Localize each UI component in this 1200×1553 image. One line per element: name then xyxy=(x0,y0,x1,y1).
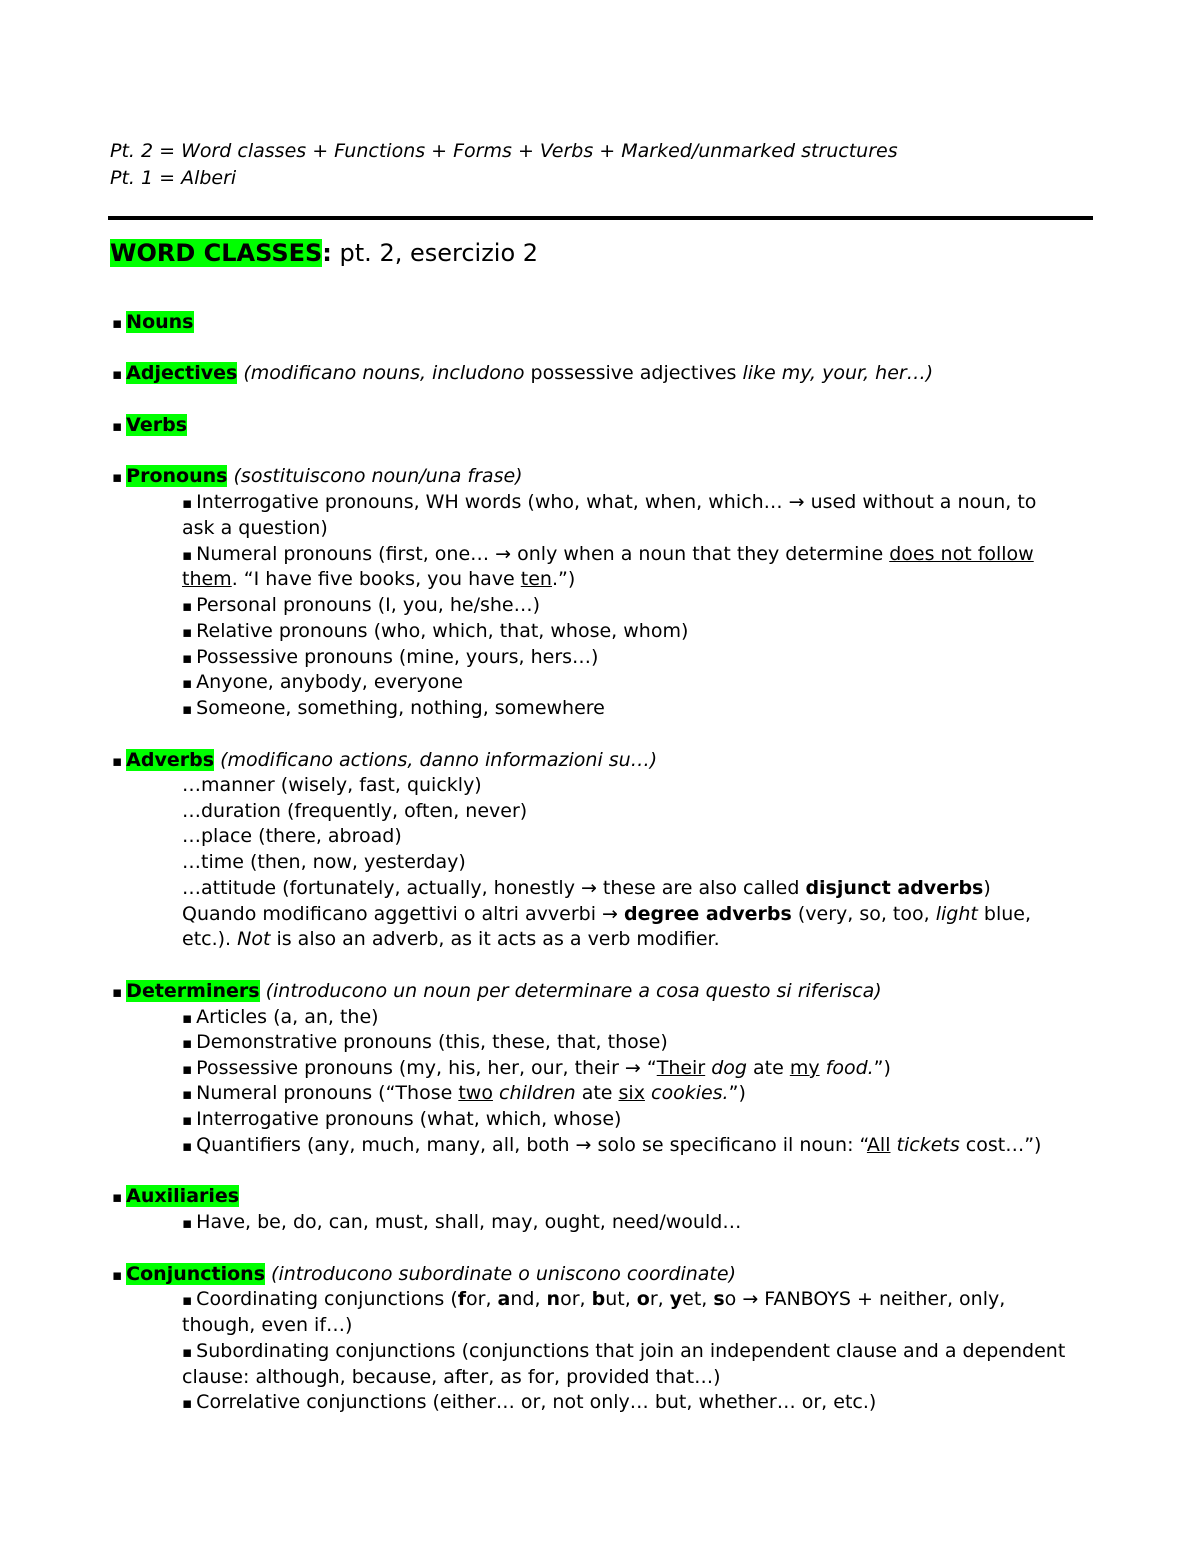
adverbs-label: Adverbs xyxy=(126,749,215,771)
numeral-underlined: does not follow xyxy=(889,543,1034,565)
bullet-icon: ▪ xyxy=(182,623,193,641)
heading-label: WORD CLASSES xyxy=(110,239,323,267)
horizontal-divider xyxy=(108,216,1093,220)
bullet-icon: ▪ xyxy=(182,700,193,718)
fanboys-o-rest: r, xyxy=(649,1288,670,1310)
fanboys-b-rest: ut, xyxy=(605,1288,637,1310)
poss-text: Possessive pronouns (my, his, her, our, their → “ xyxy=(196,1057,657,1079)
bullet-icon: ▪ xyxy=(182,649,193,667)
conjunctions-subordinating-a xyxy=(182,1338,1065,1365)
pronouns-interrogative-a xyxy=(182,489,1036,516)
degree-mid: (very, so, too, xyxy=(791,903,936,925)
auxiliaries-label: Auxiliaries xyxy=(126,1185,240,1207)
determiners-articles xyxy=(182,1004,379,1031)
poss-u1: Their xyxy=(656,1057,706,1079)
fanboys-n: n xyxy=(546,1288,561,1310)
det-interrogative-text: Interrogative pronouns (what, which, whose) xyxy=(196,1108,622,1130)
determiners-quantifiers xyxy=(182,1132,1041,1159)
bullet-icon: ▪ xyxy=(182,1214,193,1232)
attitude-end: ) xyxy=(983,877,991,899)
poss-end: ”) xyxy=(873,1057,891,1079)
pronouns-interrogative-text: Interrogative pronouns, WH words (who, what, when, which… → used without a noun, to xyxy=(196,491,1037,513)
articles-text: Articles (a, an, the) xyxy=(196,1006,379,1028)
sub-text: Subordinating conjunctions (conjunctions that join an independent clause and a dependent xyxy=(196,1340,1066,1362)
verbs-item xyxy=(112,412,187,439)
fanboys-f: f xyxy=(457,1288,467,1310)
adverbs-degree xyxy=(182,901,1031,927)
bullet-icon: ▪ xyxy=(112,417,123,435)
quant-end: cost…”) xyxy=(959,1134,1042,1156)
conjunctions-note: (introducono subordinate o uniscono coordinate) xyxy=(265,1263,736,1285)
bullet-icon: ▪ xyxy=(112,752,123,770)
bullet-icon: ▪ xyxy=(112,468,123,486)
conjunctions-item xyxy=(112,1261,736,1288)
fanboys-o: o xyxy=(636,1288,650,1310)
numeral-underlined-3: ten xyxy=(520,568,552,590)
heading-rest: pt. 2, esercizio 2 xyxy=(331,239,539,267)
poss-mid: ate xyxy=(746,1057,790,1079)
bullet-icon: ▪ xyxy=(182,597,193,615)
numeral-text: Numeral pronouns (first, one… → only when a noun that they determine xyxy=(196,543,890,565)
pronouns-label: Pronouns xyxy=(126,465,228,487)
fanboys-s-rest: o → xyxy=(724,1288,765,1310)
pronouns-item xyxy=(112,463,523,490)
bullet-icon: ▪ xyxy=(182,1085,193,1103)
pronouns-numeral-a xyxy=(182,541,1034,568)
bullet-icon: ▪ xyxy=(182,1060,193,1078)
degree-end: blue, xyxy=(977,903,1031,925)
coord-text: Coordinating conjunctions ( xyxy=(196,1288,458,1310)
determiners-item xyxy=(112,978,882,1005)
bullet-icon: ▪ xyxy=(182,494,193,512)
bullet-icon: ▪ xyxy=(182,1343,193,1361)
num-u2: six xyxy=(618,1082,645,1104)
conjunctions-correlative xyxy=(182,1389,876,1416)
determiners-label: Determiners xyxy=(126,980,260,1002)
conjunctions-subordinating-b: clause: although, because, after, as for, provided that…) xyxy=(182,1366,721,1388)
fanboys-a: a xyxy=(497,1288,511,1310)
conjunctions-coordinating-b: though, even if…) xyxy=(182,1314,353,1336)
demonstrative-text: Demonstrative pronouns (this, these, that, those) xyxy=(196,1031,668,1053)
pronouns-anyone xyxy=(182,669,463,696)
relative-text: Relative pronouns (who, which, that, whose, whom) xyxy=(196,620,689,642)
bullet-icon: ▪ xyxy=(182,1009,193,1027)
bullet-icon: ▪ xyxy=(182,546,193,564)
intro-pt1-line: Pt. 1 = Alberi xyxy=(110,167,237,189)
bullet-icon: ▪ xyxy=(182,1394,193,1412)
poss-u2: my xyxy=(789,1057,820,1079)
pronouns-relative xyxy=(182,618,688,645)
degree-italic: light xyxy=(935,903,978,925)
determiners-possessive xyxy=(182,1055,891,1082)
num-end: ”) xyxy=(728,1082,746,1104)
adverbs-attitude xyxy=(182,875,991,901)
degree-bold: degree adverbs xyxy=(623,903,792,925)
fanboys-y: y xyxy=(669,1288,683,1310)
num-i2: cookies. xyxy=(644,1082,729,1104)
bullet-icon: ▪ xyxy=(112,1188,123,1206)
nouns-item xyxy=(112,309,194,336)
adverbs-item xyxy=(112,747,657,774)
bullet-icon: ▪ xyxy=(182,1111,193,1129)
numeral-mid: . “I have five books, you have xyxy=(231,568,521,590)
numeral-underlined-2: them xyxy=(182,568,232,590)
auxiliaries-item xyxy=(112,1183,239,1210)
num-text: Numeral pronouns (“Those xyxy=(196,1082,459,1104)
fanboys-b: b xyxy=(591,1288,606,1310)
etc-end: is also an adverb, as it acts as a verb modifier. xyxy=(270,928,720,950)
num-i1: children xyxy=(492,1082,576,1104)
bullet-icon: ▪ xyxy=(112,314,123,332)
conjunctions-coordinating-a xyxy=(182,1286,1005,1313)
poss-i1: dog xyxy=(705,1057,747,1079)
quant-text: Quantifiers (any, much, many, all, both → solo se specificano il noun: “ xyxy=(196,1134,867,1156)
personal-text: Personal pronouns (I, you, he/she…) xyxy=(196,594,541,616)
adverbs-time: …time (then, now, yesterday) xyxy=(182,851,466,873)
adverbs-note: (modificano actions, danno informazioni su…) xyxy=(214,749,658,771)
adjectives-note-1: (modificano nouns, includono xyxy=(237,362,531,384)
quant-i: tickets xyxy=(890,1134,960,1156)
quant-u: All xyxy=(866,1134,891,1156)
determiners-numeral xyxy=(182,1080,746,1107)
intro-pt2-line: Pt. 2 = Word classes + Functions + Forms + Verbs + Marked/unmarked structures xyxy=(110,140,898,162)
possessive-text: Possessive pronouns (mine, yours, hers…) xyxy=(196,646,599,668)
adjectives-note-3: like my, your, her…) xyxy=(736,362,934,384)
adjectives-item xyxy=(112,360,933,387)
bullet-icon: ▪ xyxy=(112,983,123,1001)
adjectives-note-2: possessive adjectives xyxy=(530,362,737,384)
conjunctions-label: Conjunctions xyxy=(126,1263,266,1285)
num-u1: two xyxy=(458,1082,493,1104)
fanboys-n-rest: or, xyxy=(560,1288,592,1310)
verbs-label: Verbs xyxy=(126,414,188,436)
fanboys-y-rest: et, xyxy=(682,1288,714,1310)
fanboys-s: s xyxy=(713,1288,725,1310)
bullet-icon: ▪ xyxy=(112,1266,123,1284)
adverbs-duration: …duration (frequently, often, never) xyxy=(182,800,528,822)
pronouns-possessive xyxy=(182,644,598,671)
degree-text: Quando modificano aggettivi o altri avverbi → xyxy=(182,903,624,925)
pronouns-someone xyxy=(182,695,605,722)
auxiliaries-text: Have, be, do, can, must, shall, may, ought, need/would… xyxy=(196,1211,742,1233)
determiners-note: (introducono un noun per determinare a cosa questo si riferisca) xyxy=(259,980,882,1002)
bullet-icon: ▪ xyxy=(182,1137,193,1155)
someone-text: Someone, something, nothing, somewhere xyxy=(196,697,605,719)
coord-end: FANBOYS + neither, only, xyxy=(764,1288,1006,1310)
section-heading xyxy=(110,238,538,268)
determiners-interrogative xyxy=(182,1106,621,1133)
bullet-icon: ▪ xyxy=(182,674,193,692)
auxiliaries-list xyxy=(182,1209,741,1236)
attitude-text: …attitude (fortunately, actually, honestly → these are also called xyxy=(182,877,806,899)
correlative-text: Correlative conjunctions (either… or, not only… but, whether… or, etc.) xyxy=(196,1391,877,1413)
adverbs-manner: …manner (wisely, fast, quickly) xyxy=(182,774,482,796)
adverbs-etc xyxy=(182,926,720,952)
pronouns-numeral-b xyxy=(182,566,575,592)
poss-i2: food. xyxy=(819,1057,874,1079)
nouns-label: Nouns xyxy=(126,311,194,333)
pronouns-personal xyxy=(182,592,540,619)
etc-text: etc.). xyxy=(182,928,238,950)
numeral-end: .”) xyxy=(551,568,576,590)
pronouns-interrogative-b: ask a question) xyxy=(182,517,328,539)
num-mid: ate xyxy=(575,1082,619,1104)
etc-italic: Not xyxy=(237,928,271,950)
attitude-bold: disjunct adverbs xyxy=(805,877,984,899)
anyone-text: Anyone, anybody, everyone xyxy=(196,671,463,693)
determiners-demonstrative xyxy=(182,1029,668,1056)
bullet-icon: ▪ xyxy=(182,1034,193,1052)
adverbs-place: …place (there, abroad) xyxy=(182,825,402,847)
fanboys-f-rest: or, xyxy=(466,1288,498,1310)
pronouns-note: (sostituiscono noun/una frase) xyxy=(227,465,523,487)
bullet-icon: ▪ xyxy=(112,365,123,383)
fanboys-a-rest: nd, xyxy=(510,1288,547,1310)
bullet-icon: ▪ xyxy=(182,1291,193,1309)
heading-colon: : xyxy=(322,239,332,267)
adjectives-label: Adjectives xyxy=(126,362,238,384)
